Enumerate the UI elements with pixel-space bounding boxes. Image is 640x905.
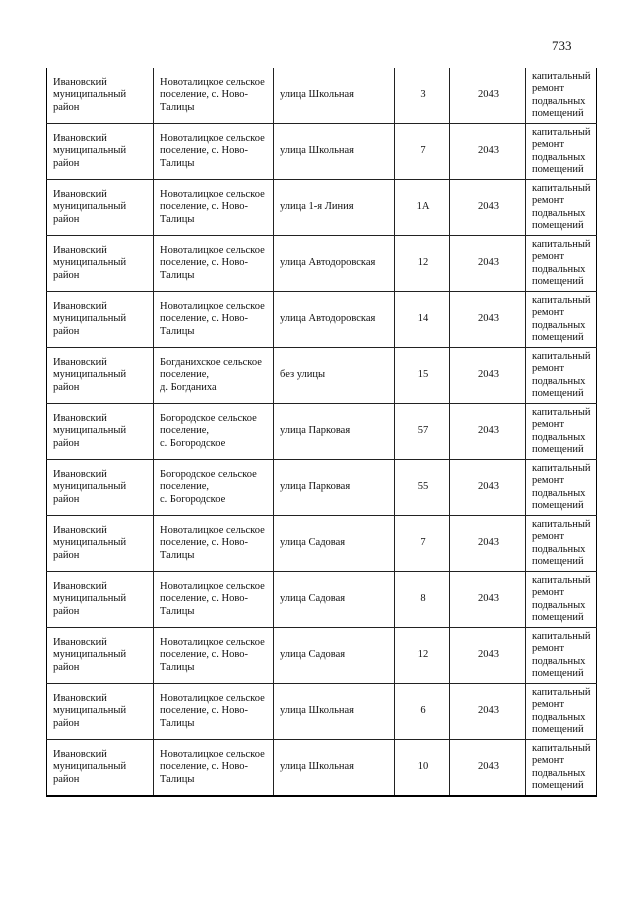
settlement-line: с. Богородское: [160, 437, 226, 449]
work-type-cell: [526, 516, 597, 572]
settlement-line: Талицы: [160, 269, 195, 281]
work-type-cell: [526, 740, 597, 797]
year-cell: 2043: [450, 180, 526, 236]
settlement-line: поселение, с. Ново-: [160, 705, 249, 717]
work-type-line: подвальных: [532, 263, 586, 275]
work-type-line: ремонт: [532, 139, 565, 150]
district-cell: [47, 292, 154, 348]
district-line: муниципальный: [53, 593, 127, 605]
work-type-line: ремонт: [532, 419, 565, 430]
district-line: Ивановский: [53, 412, 107, 424]
work-type-line: помещений: [532, 612, 584, 623]
work-type-line: помещений: [532, 780, 584, 791]
year-cell: 2043: [450, 572, 526, 628]
settlement-cell: [154, 572, 274, 628]
settlement-line: поселение, с. Ново-: [160, 257, 249, 269]
year-cell: 2043: [450, 236, 526, 292]
house-number-cell: 14: [395, 292, 450, 348]
work-type-line: помещений: [532, 444, 584, 455]
work-type-line: ремонт: [532, 251, 565, 262]
settlement-cell: [154, 460, 274, 516]
work-type-line: капитальный: [532, 238, 591, 250]
work-type-line: подвальных: [532, 655, 586, 667]
street-cell: улица Садовая: [274, 516, 395, 572]
page-number: 733: [552, 38, 572, 53]
work-type-line: подвальных: [532, 151, 586, 163]
district-line: муниципальный: [53, 201, 127, 213]
settlement-line: Новоталицкое сельское: [160, 132, 265, 144]
settlement-cell: [154, 684, 274, 740]
work-type-line: капитальный: [532, 126, 591, 138]
year-cell: 2043: [450, 460, 526, 516]
work-type-line: помещений: [532, 164, 584, 175]
table-row: [47, 236, 597, 292]
table-body: [47, 68, 597, 796]
work-type-cell: [526, 124, 597, 180]
settlement-line: Талицы: [160, 325, 195, 337]
settlement-line: поселение,: [160, 369, 210, 381]
district-line: район: [53, 717, 80, 729]
settlement-line: Богданихское сельское: [160, 356, 262, 368]
district-line: район: [53, 661, 80, 673]
district-line: район: [53, 549, 80, 561]
work-type-line: подвальных: [532, 767, 586, 779]
work-type-line: подвальных: [532, 207, 586, 219]
district-cell: [47, 572, 154, 628]
house-number-cell: 7: [395, 124, 450, 180]
year-cell: 2043: [450, 124, 526, 180]
work-type-cell: [526, 292, 597, 348]
district-line: район: [53, 773, 80, 785]
work-type-line: ремонт: [532, 83, 565, 94]
work-type-line: подвальных: [532, 599, 586, 611]
district-line: Ивановский: [53, 76, 107, 88]
settlement-line: поселение, с. Ново-: [160, 649, 249, 661]
work-type-line: помещений: [532, 556, 584, 567]
settlement-line: поселение,: [160, 425, 210, 437]
settlement-line: Новоталицкое сельское: [160, 244, 265, 256]
district-cell: [47, 180, 154, 236]
district-cell: [47, 348, 154, 404]
district-line: Ивановский: [53, 300, 107, 312]
street-cell: без улицы: [274, 348, 395, 404]
house-number-cell: 6: [395, 684, 450, 740]
year-cell: 2043: [450, 740, 526, 797]
district-line: муниципальный: [53, 649, 127, 661]
year-cell: 2043: [450, 516, 526, 572]
work-type-line: ремонт: [532, 699, 565, 710]
settlement-line: Талицы: [160, 157, 195, 169]
work-type-line: помещений: [532, 276, 584, 287]
street-cell: улица Школьная: [274, 684, 395, 740]
work-type-line: ремонт: [532, 195, 565, 206]
table-row: [47, 460, 597, 516]
settlement-cell: [154, 740, 274, 797]
district-cell: [47, 124, 154, 180]
street-cell: улица Парковая: [274, 404, 395, 460]
house-number-cell: 55: [395, 460, 450, 516]
street-cell: улица Парковая: [274, 460, 395, 516]
district-cell: [47, 628, 154, 684]
work-type-line: подвальных: [532, 319, 586, 331]
district-line: район: [53, 213, 80, 225]
settlement-line: поселение, с. Ново-: [160, 145, 249, 157]
district-line: Ивановский: [53, 748, 107, 760]
settlement-line: Талицы: [160, 605, 195, 617]
district-line: Ивановский: [53, 244, 107, 256]
district-line: Ивановский: [53, 468, 107, 480]
district-line: муниципальный: [53, 425, 127, 437]
settlement-line: Новоталицкое сельское: [160, 300, 265, 312]
house-number-cell: 15: [395, 348, 450, 404]
settlement-line: поселение,: [160, 481, 210, 493]
house-number-cell: 10: [395, 740, 450, 797]
district-line: муниципальный: [53, 369, 127, 381]
work-type-line: ремонт: [532, 587, 565, 598]
house-number-cell: 3: [395, 68, 450, 124]
settlement-cell: [154, 124, 274, 180]
work-type-cell: [526, 684, 597, 740]
table-row: [47, 292, 597, 348]
district-line: муниципальный: [53, 89, 127, 101]
settlement-line: поселение, с. Ново-: [160, 593, 249, 605]
work-type-cell: [526, 180, 597, 236]
district-cell: [47, 740, 154, 797]
district-line: муниципальный: [53, 537, 127, 549]
street-cell: улица Садовая: [274, 572, 395, 628]
settlement-line: Новоталицкое сельское: [160, 76, 265, 88]
house-number-cell: 12: [395, 236, 450, 292]
settlement-line: Талицы: [160, 213, 195, 225]
table-row: [47, 348, 597, 404]
settlement-cell: [154, 68, 274, 124]
year-cell: 2043: [450, 68, 526, 124]
street-cell: улица Школьная: [274, 68, 395, 124]
settlement-line: Талицы: [160, 101, 195, 113]
work-type-line: капитальный: [532, 182, 591, 194]
district-line: район: [53, 437, 80, 449]
work-type-line: подвальных: [532, 431, 586, 443]
settlement-cell: [154, 348, 274, 404]
district-line: Ивановский: [53, 132, 107, 144]
settlement-line: Богородское сельское: [160, 412, 257, 424]
district-line: Ивановский: [53, 356, 107, 368]
settlement-line: Новоталицкое сельское: [160, 580, 265, 592]
year-cell: 2043: [450, 292, 526, 348]
table-row: [47, 404, 597, 460]
work-type-line: капитальный: [532, 350, 591, 362]
district-line: Ивановский: [53, 524, 107, 536]
work-type-line: ремонт: [532, 363, 565, 374]
settlement-line: поселение, с. Ново-: [160, 89, 249, 101]
work-type-line: ремонт: [532, 531, 565, 542]
settlement-cell: [154, 516, 274, 572]
work-type-cell: [526, 628, 597, 684]
house-number-cell: 1А: [395, 180, 450, 236]
year-cell: 2043: [450, 684, 526, 740]
settlement-line: Талицы: [160, 717, 195, 729]
year-cell: 2043: [450, 628, 526, 684]
district-cell: [47, 516, 154, 572]
work-type-cell: [526, 404, 597, 460]
district-line: муниципальный: [53, 481, 127, 493]
settlement-cell: [154, 292, 274, 348]
settlement-line: Новоталицкое сельское: [160, 188, 265, 200]
district-cell: [47, 404, 154, 460]
work-type-line: помещений: [532, 332, 584, 343]
settlement-line: д. Богданиха: [160, 381, 217, 393]
work-type-line: капитальный: [532, 294, 591, 306]
district-line: муниципальный: [53, 313, 127, 325]
district-line: Ивановский: [53, 636, 107, 648]
settlement-line: с. Богородское: [160, 493, 226, 505]
work-type-cell: [526, 460, 597, 516]
work-type-line: капитальный: [532, 70, 591, 82]
house-number-cell: 12: [395, 628, 450, 684]
work-type-cell: [526, 572, 597, 628]
work-type-line: помещений: [532, 108, 584, 119]
house-number-cell: 57: [395, 404, 450, 460]
district-line: район: [53, 605, 80, 617]
work-type-cell: [526, 348, 597, 404]
table-row: [47, 180, 597, 236]
work-type-line: ремонт: [532, 307, 565, 318]
year-cell: 2043: [450, 348, 526, 404]
work-type-line: помещений: [532, 724, 584, 735]
settlement-line: поселение, с. Ново-: [160, 313, 249, 325]
district-cell: [47, 236, 154, 292]
work-type-line: помещений: [532, 500, 584, 511]
district-line: район: [53, 157, 80, 169]
house-number-cell: 7: [395, 516, 450, 572]
district-line: район: [53, 269, 80, 281]
settlement-line: Талицы: [160, 773, 195, 785]
settlement-line: Богородское сельское: [160, 468, 257, 480]
table-row: [47, 124, 597, 180]
district-line: район: [53, 325, 80, 337]
district-cell: [47, 684, 154, 740]
settlement-cell: [154, 404, 274, 460]
work-type-cell: [526, 236, 597, 292]
work-type-line: помещений: [532, 668, 584, 679]
settlement-line: поселение, с. Ново-: [160, 201, 249, 213]
district-line: район: [53, 381, 80, 393]
street-cell: улица Автодоровская: [274, 292, 395, 348]
work-type-line: капитальный: [532, 630, 591, 642]
work-type-line: капитальный: [532, 406, 591, 418]
district-cell: [47, 460, 154, 516]
work-type-line: подвальных: [532, 543, 586, 555]
district-line: муниципальный: [53, 145, 127, 157]
work-type-cell: [526, 68, 597, 124]
work-type-line: подвальных: [532, 711, 586, 723]
settlement-line: Новоталицкое сельское: [160, 524, 265, 536]
work-type-line: ремонт: [532, 755, 565, 766]
settlement-cell: [154, 628, 274, 684]
work-type-line: капитальный: [532, 742, 591, 754]
housing-repair-table: [46, 68, 597, 797]
work-type-line: капитальный: [532, 686, 591, 698]
district-cell: [47, 68, 154, 124]
district-line: Ивановский: [53, 188, 107, 200]
street-cell: улица 1-я Линия: [274, 180, 395, 236]
settlement-line: поселение, с. Ново-: [160, 537, 249, 549]
district-line: муниципальный: [53, 705, 127, 717]
work-type-line: капитальный: [532, 462, 591, 474]
work-type-line: подвальных: [532, 487, 586, 499]
settlement-line: Талицы: [160, 661, 195, 673]
table-row: [47, 68, 597, 124]
street-cell: улица Автодоровская: [274, 236, 395, 292]
work-type-line: ремонт: [532, 643, 565, 654]
district-line: Ивановский: [53, 580, 107, 592]
settlement-line: Новоталицкое сельское: [160, 692, 265, 704]
year-cell: 2043: [450, 404, 526, 460]
work-type-line: ремонт: [532, 475, 565, 486]
table-row: [47, 516, 597, 572]
district-line: муниципальный: [53, 257, 127, 269]
table-row: [47, 740, 597, 797]
settlement-line: поселение, с. Ново-: [160, 761, 249, 773]
settlement-line: Новоталицкое сельское: [160, 636, 265, 648]
settlement-line: Новоталицкое сельское: [160, 748, 265, 760]
work-type-line: подвальных: [532, 375, 586, 387]
table-row: [47, 572, 597, 628]
street-cell: улица Школьная: [274, 124, 395, 180]
table-row: [47, 628, 597, 684]
district-line: район: [53, 101, 80, 113]
settlement-cell: [154, 236, 274, 292]
district-line: район: [53, 493, 80, 505]
district-line: муниципальный: [53, 761, 127, 773]
street-cell: улица Школьная: [274, 740, 395, 797]
work-type-line: капитальный: [532, 574, 591, 586]
table-row: [47, 684, 597, 740]
settlement-cell: [154, 180, 274, 236]
house-number-cell: 8: [395, 572, 450, 628]
work-type-line: помещений: [532, 388, 584, 399]
district-line: Ивановский: [53, 692, 107, 704]
work-type-line: помещений: [532, 220, 584, 231]
work-type-line: капитальный: [532, 518, 591, 530]
street-cell: улица Садовая: [274, 628, 395, 684]
work-type-line: подвальных: [532, 95, 586, 107]
settlement-line: Талицы: [160, 549, 195, 561]
